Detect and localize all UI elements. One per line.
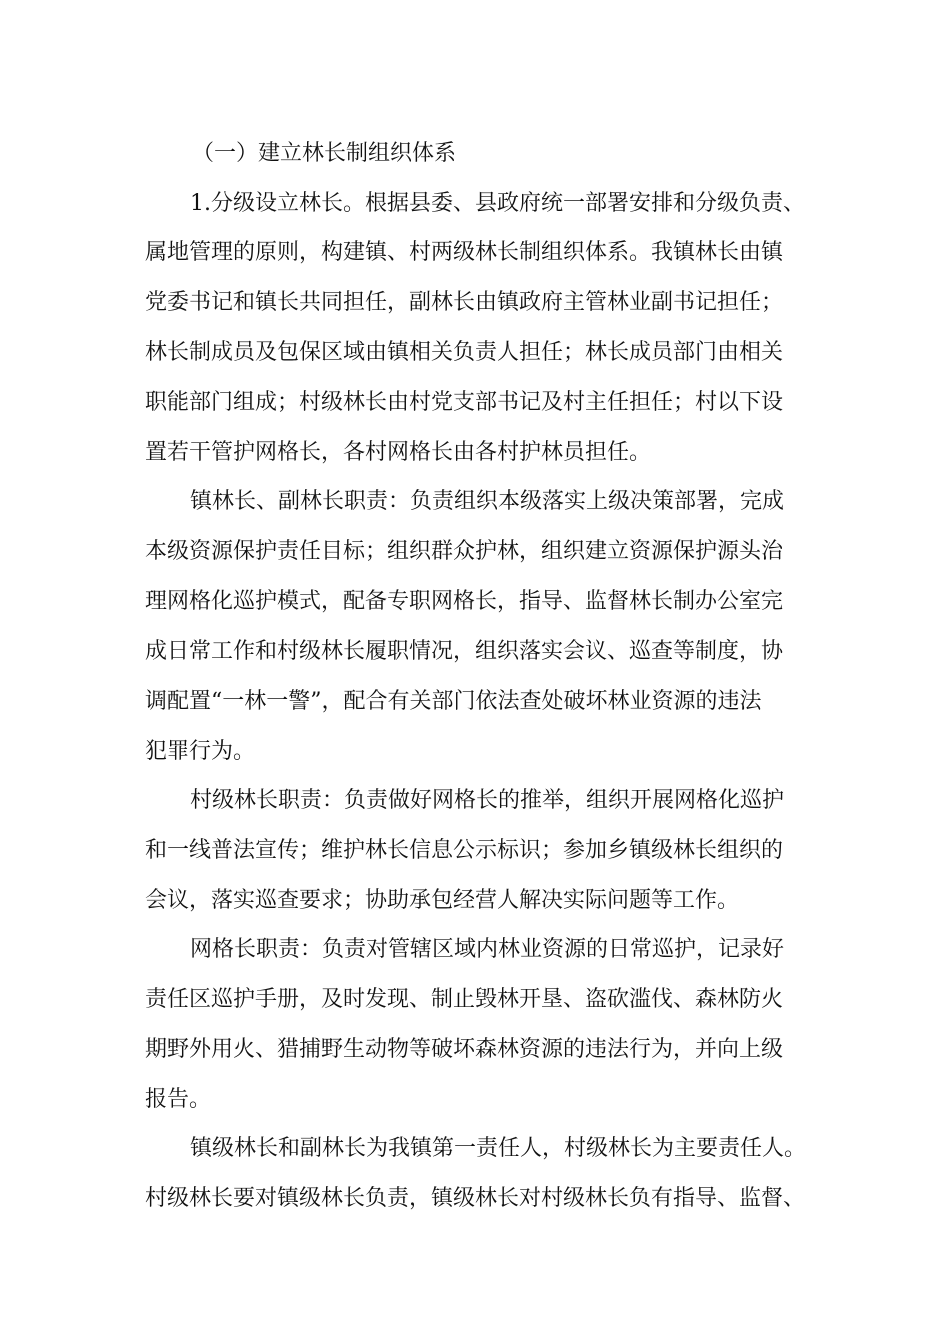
paragraph-line: 镇级林长和副林长为我镇第一责任人，村级林长为主要责任人。 <box>190 1136 807 1161</box>
paragraph-line: 理网格化巡护模式，配备专职网格长，指导、监督林长制办公室完 <box>145 589 784 614</box>
paragraph-line: 属地管理的原则，构建镇、村两级林长制组织体系。我镇林长由镇 <box>145 240 784 265</box>
paragraph-line: 会议，落实巡查要求；协助承包经营人解决实际问题等工作。 <box>145 888 740 913</box>
paragraph-line: 犯罪行为。 <box>145 739 256 764</box>
paragraph-line: 村级林长职责：负责做好网格长的推举，组织开展网格化巡护 <box>190 788 785 813</box>
paragraph-line: 本级资源保护责任目标；组织群众护林，组织建立资源保护源头治 <box>145 539 784 564</box>
paragraph-line: 和一线普法宣传；维护林长信息公示标识；参加乡镇级林长组织的 <box>145 838 784 863</box>
paragraph-line: 村级林长要对镇级林长负责，镇级林长对村级林长负有指导、监督、 <box>145 1186 806 1211</box>
paragraph-line: 调配置“一林一警”，配合有关部门依法查处破坏林业资源的违法 <box>145 689 762 714</box>
section-heading: （一）建立林长制组织体系 <box>192 141 457 166</box>
paragraph-line: 报告。 <box>145 1087 212 1112</box>
paragraph-line: 期野外用火、猎捕野生动物等破坏森林资源的违法行为，并向上级 <box>145 1037 784 1062</box>
paragraph-line: 党委书记和镇长共同担任，副林长由镇政府主管林业副书记担任； <box>145 290 784 315</box>
paragraph-line: 网格长职责：负责对管辖区域内林业资源的日常巡护，记录好 <box>190 937 785 962</box>
paragraph-line: 责任区巡护手册，及时发现、制止毁林开垦、盗砍滥伐、森林防火 <box>145 987 784 1012</box>
paragraph-line: 镇林长、副林长职责：负责组织本级落实上级决策部署，完成 <box>190 489 785 514</box>
paragraph-line: 成日常工作和村级林长履职情况，组织落实会议、巡查等制度，协 <box>145 639 784 664</box>
paragraph-line: 林长制成员及包保区域由镇相关负责人担任；林长成员部门由相关 <box>145 340 784 365</box>
paragraph-line: 置若干管护网格长，各村网格长由各村护林员担任。 <box>145 440 652 465</box>
paragraph-line: 1.分级设立林长。根据县委、县政府统一部署安排和分级负责、 <box>190 191 805 216</box>
paragraph-line: 职能部门组成；村级林长由村党支部书记及村主任担任；村以下设 <box>145 390 784 415</box>
